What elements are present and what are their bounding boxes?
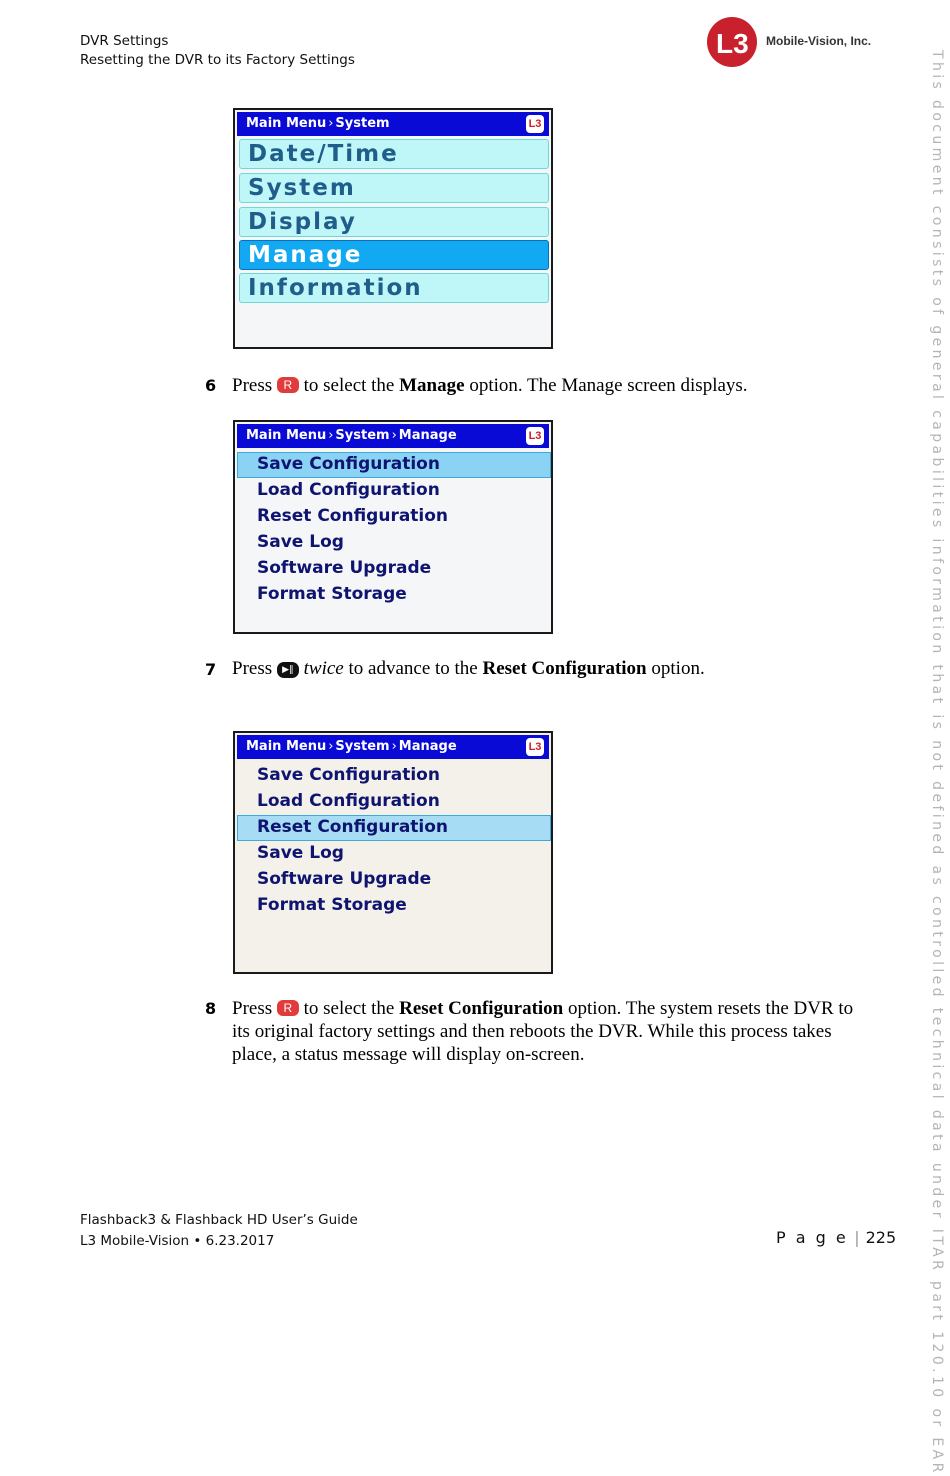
footer-guide-title: Flashback3 & Flashback HD User’s Guide [80,1212,358,1228]
instruction-text: Press [232,375,273,396]
menu-item-save-log[interactable]: Save Log [257,843,344,863]
step-instruction [232,657,882,680]
play-pause-button-icon: ▶‖ [277,662,299,678]
breadcrumb-manage: Manage [398,428,457,443]
step-number: 6 [205,376,217,395]
menu-item-information[interactable]: Information [239,273,549,303]
breadcrumb-main-menu: Main Menu [246,739,327,754]
menu-item-software-upgrade[interactable]: Software Upgrade [257,869,432,889]
breadcrumb-chevron-icon: › [328,428,334,443]
breadcrumb-manage: Manage [398,739,457,754]
step-instruction [232,374,882,397]
menu-item-save-log[interactable]: Save Log [257,532,344,552]
dvr-screen-manage-menu-reset [233,731,553,974]
step-instruction [232,997,872,1066]
breadcrumb-main-menu: Main Menu [246,428,327,443]
instruction-text: to select the [303,375,395,396]
menu-item-load-configuration[interactable]: Load Configuration [257,480,440,500]
menu-item-display[interactable]: Display [239,207,549,237]
dvr-screen-manage-menu [233,420,553,634]
menu-item-load-configuration[interactable]: Load Configuration [257,791,440,811]
legal-watermark: This document consists of general capabilities information that is not defined as controlled technical data under ITAR part 120.10 or EAR [929,50,945,1476]
logo-company-name: Mobile-Vision, Inc. [766,34,872,48]
r-button-icon: R [277,377,299,393]
instruction-text: Press [232,658,273,679]
breadcrumb-chevron-icon: › [391,739,397,754]
l3-logo-icon [706,16,762,68]
page-header [80,32,355,70]
step-number: 8 [205,999,217,1018]
menu-item-date-time[interactable]: Date/Time [239,139,549,169]
breadcrumb-system: System [335,116,390,131]
breadcrumb-chevron-icon: › [391,428,397,443]
menu-item-format-storage[interactable]: Format Storage [257,584,407,604]
page-label: P a g e [776,1228,849,1247]
instruction-option: Manage [399,375,465,396]
menu-item-save-configuration[interactable]: Save Configuration [237,452,551,478]
company-logo [706,16,876,68]
screen-title-bar [237,112,549,136]
instruction-text: option. [651,658,705,679]
instruction-text: to advance to the [348,658,478,679]
menu-item-format-storage[interactable]: Format Storage [257,895,407,915]
breadcrumb-main-menu: Main Menu [246,116,327,131]
menu-item-save-configuration[interactable]: Save Configuration [257,765,440,785]
footer-company-date: L3 Mobile-Vision • 6.23.2017 [80,1233,275,1249]
instruction-option: Reset Configuration [482,658,647,679]
header-chapter: DVR Settings [80,33,169,49]
l3-badge-icon: L3 [526,115,544,133]
page-separator: | [854,1228,860,1247]
r-button-icon: R [277,1000,299,1016]
screen-title-bar [237,424,549,448]
header-section: Resetting the DVR to its Factory Settings [80,52,355,68]
menu-item-system[interactable]: System [239,173,549,203]
instruction-text: Press [232,998,273,1019]
page-number [776,1228,896,1247]
instruction-text: to select the [303,998,395,1019]
breadcrumb-system: System [335,739,390,754]
l3-badge-icon: L3 [526,427,544,445]
logo-mark: L3 [716,28,749,59]
page-footer [80,1210,358,1252]
instruction-text: option. The system resets the DVR to its original factory settings and then reboots the DVR. While this process takes place, a status message will display on-screen. [232,998,854,1065]
instruction-emphasis: twice [303,658,344,679]
instruction-option: Reset Configuration [399,998,564,1019]
breadcrumb-chevron-icon: › [328,739,334,754]
breadcrumb-system: System [335,428,390,443]
breadcrumb-chevron-icon: › [328,116,334,131]
menu-item-reset-configuration[interactable]: Reset Configuration [237,815,551,841]
dvr-screen-system-menu [233,108,553,349]
screen-title-bar [237,735,549,759]
menu-item-manage[interactable]: Manage [239,240,549,270]
instruction-text: option. The Manage screen displays. [469,375,748,396]
menu-item-reset-configuration[interactable]: Reset Configuration [257,506,449,526]
page-number-value: 225 [865,1228,897,1247]
step-number: 7 [205,660,217,679]
l3-badge-icon: L3 [526,738,544,756]
menu-item-software-upgrade[interactable]: Software Upgrade [257,558,432,578]
